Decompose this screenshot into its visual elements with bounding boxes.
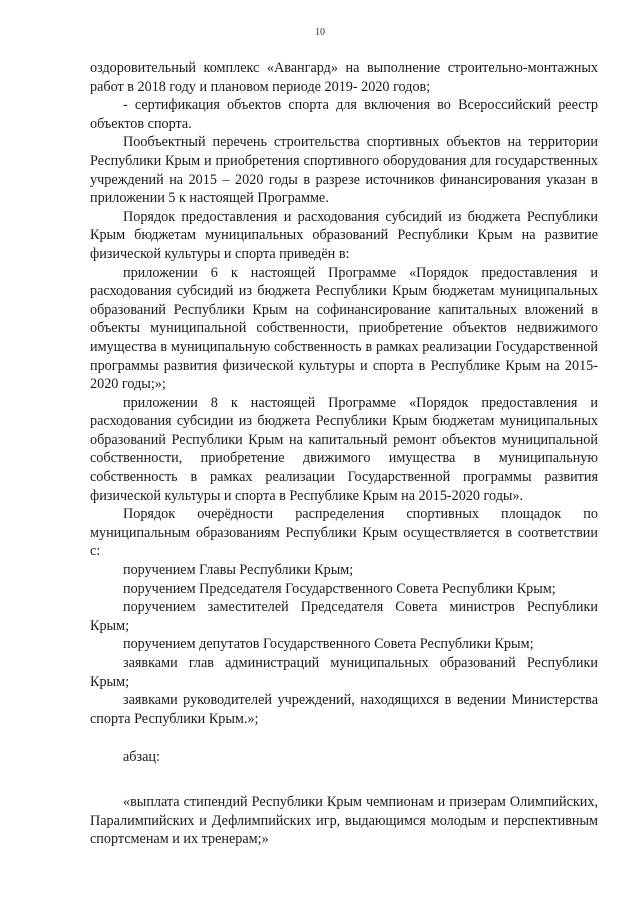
paragraph: оздоровительный комплекс «Авангард» на выполнение строительно-монтажных работ в 2018 году и плановом периоде 2019- 2020 годов; — [90, 60, 598, 95]
page-number: 10 — [315, 27, 325, 38]
list-item: поручением Председателя Государственного Совета Республики Крым; — [123, 580, 556, 597]
list-item: поручением заместителей Председателя Совета министров Республики Крым; — [90, 599, 598, 634]
paragraph: «выплата стипендий Республики Крым чемпионам и призерам Олимпийских, Паралимпийских и Дефлимпийских игр, выдающимся молодым и перспективным спортсменам и их тренерам;» — [90, 793, 598, 848]
paragraph: Порядок предоставления и расходования субсидий из бюджета Республики Крым бюджетам муниципальных образований Республики Крым на развитие физической культуры и спорта приведён в: — [90, 208, 598, 262]
paragraph: приложении 8 к настоящей Программе «Порядок предоставления и расходования субсидии из бюджета Республики Крым бюджетам муниципальных образований Республики Крым на капитальный ремонт объектов муниципальной собственности, приобретение движимого имущества в муниципальную собственность в рамках реализации Государственной программы развития физической культуры и спорта в Республике Крым на 2015-2020 годы». — [90, 394, 598, 504]
paragraph: - сертификация объектов спорта для включения во Всероссийский реестр объектов спорта. — [90, 97, 598, 132]
spacer — [90, 728, 598, 748]
spacer — [90, 767, 598, 793]
list-item: поручением Главы Республики Крым; — [123, 562, 354, 579]
paragraph: Порядок очерёдности распределения спортивных площадок по муниципальным образованиям Республики Крым осуществляется в соответствии с: — [90, 506, 598, 560]
list-item: заявками руководителей учреждений, находящихся в ведении Министерства спорта Республики Крым.»; — [90, 692, 598, 727]
paragraph: Пообъектный перечень строительства спортивных объектов на территории Республики Крым и приобретения спортивного оборудования для государственных учреждений на 2015 – 2020 годы в разрезе источников финансирования указан в приложении 5 к настоящей Программе. — [90, 134, 598, 207]
document-body — [90, 59, 598, 849]
paragraph: абзац: — [123, 749, 160, 766]
list-item: заявками глав администраций муниципальных образований Республики Крым; — [90, 655, 598, 690]
list-item: поручением депутатов Государственного Совета Республики Крым; — [123, 636, 534, 653]
paragraph: приложении 6 к настоящей Программе «Порядок предоставления и расходования субсидий из бюджета Республики Крым бюджетам муниципальных образований Республики Крым на софинансирование капитальных вложений в объекты муниципальной собственности, приобретение объектов недвижимого имущества в муниципальную собственность в рамках реализации Государственной программы развития физической культуры и спорта в Республике Крым на 2015-2020 годы;»; — [90, 264, 598, 393]
